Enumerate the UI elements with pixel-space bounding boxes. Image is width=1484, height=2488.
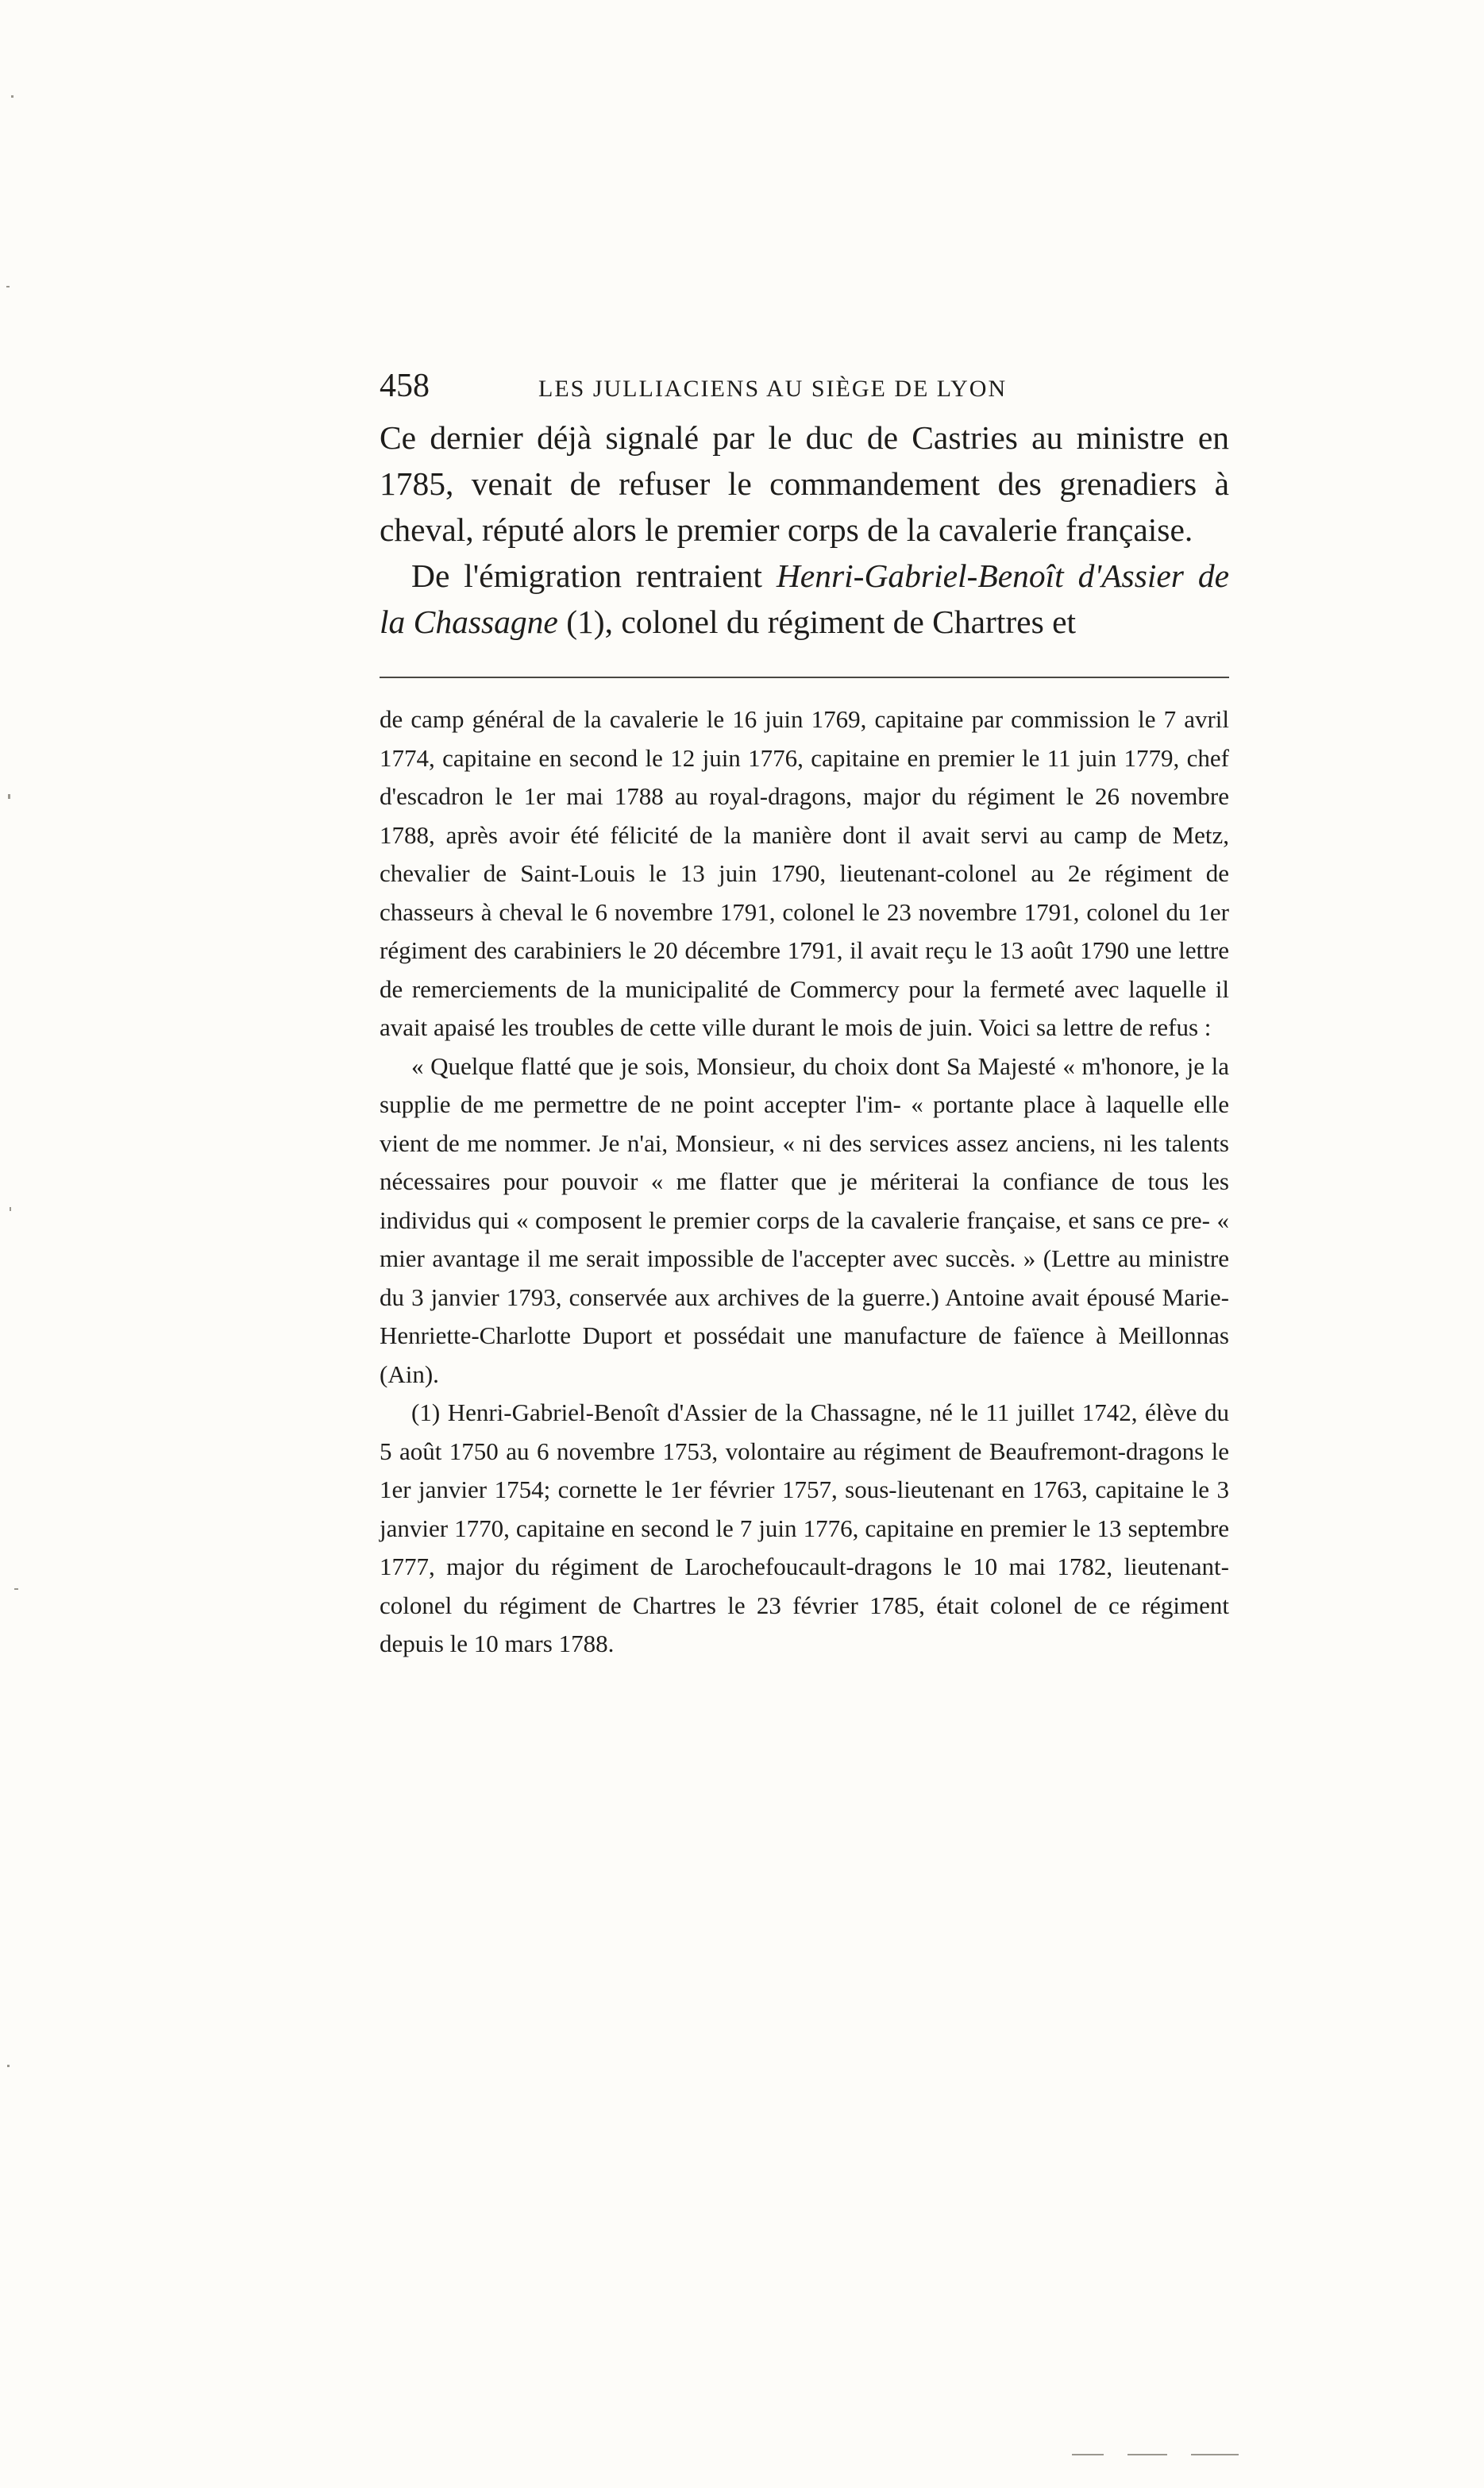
footnote-1: (1) Henri-Gabriel-Benoît d'Assier de la Chassagne, né le 11 juillet 1742, élève du 5 août 1750 au 6 novembre 1753, volontaire au régiment de Beaufremont-dragons le 1er janvier 1754; cornette le 1er février 1757, sous-lieutenant en 1763, capitaine le 3 janvier 1770, capitaine en second le 7 juin 1776, capitaine en premier le 13 septembre 1777, major du régiment de Larochefoucault-dragons le 10 mai 1782, lieutenant-colonel du régiment de Chartres le 23 février 1785, était colonel de ce régiment depuis le 10 mars 1788. [380, 1398, 1229, 1657]
scan-speck [1191, 2454, 1239, 2455]
scan-speck [11, 95, 13, 98]
person-name: Henri-Gabriel-Benoît d'Assier de la Chassagne [380, 557, 1230, 640]
body-paragraph-1: Ce dernier déjà signalé par le duc de Castries au ministre en 1785, venait de refuser le commandement des grenadiers à cheval, réputé alors le premier corps de la cavalerie française. [380, 419, 1229, 548]
footnote-continuation: de camp général de la cavalerie le 16 juin 1769, capitaine par commission le 7 avril 1774, capitaine en second le 12 juin 1776, capitaine en premier le 11 juin 1779, chef d'escadron le 1er mai 1788 au royal-dragons, major du régiment le 26 novembre 1788, après avoir été félicité de la manière dont il avait servi au camp de Metz, chevalier de Saint-Louis le 13 juin 1790, lieutenant-colonel au 2e régiment de chasseurs à cheval le 6 novembre 1791, colonel le 23 novembre 1791, colonel du 1er régiment des carabiniers le 20 décembre 1791, il avait reçu le 13 août 1790 une lettre de remerciements de la municipalité de Commercy pour la fermeté avec laquelle il avait apaisé les troubles de cette ville durant le mois de juin. Voici sa lettre de refus : [380, 705, 1229, 1041]
scan-speck [10, 1207, 11, 1211]
body-paragraph-2 [380, 553, 1229, 645]
running-header [380, 367, 1229, 411]
paragraph-2-prefix: De l'émigration rentraient [411, 557, 777, 594]
footnotes [380, 700, 1229, 1664]
main-text [380, 415, 1229, 645]
paragraph-2-suffix: (1), colonel du régiment de Chartres et [557, 604, 1077, 640]
scan-speck [1127, 2454, 1167, 2455]
footnote-quote: « Quelque flatté que je sois, Monsieur, du choix dont Sa Majesté « m'honore, je la supplie de me permettre de ne point accepter l'im- « portante place à laquelle elle vient de me nommer. Je n'ai, Monsieur, « ni des services assez anciens, ni les talents nécessaires pour pouvoir « me flatter que je mériterai la confiance de tous les individus qui « composent le premier corps de la cavalerie française, et sans ce pre- « mier avantage il me serait impossible de l'accepter avec succès. » (Lettre au ministre du 3 janvier 1793, conservée aux archives de la guerre.) Antoine avait épousé Marie-Henriette-Charlotte Duport et possédait une manufacture de faïence à Meillonnas (Ain). [380, 1051, 1229, 1388]
scan-speck [8, 794, 10, 799]
footnote-rule [380, 677, 1229, 678]
scan-speck [14, 1588, 18, 1590]
scan-speck [1072, 2454, 1104, 2455]
scan-speck [6, 286, 10, 287]
book-page [380, 367, 1229, 1664]
running-title: LES JULLIACIENS AU SIÈGE DE LYON [538, 376, 1008, 402]
page-number: 458 [380, 368, 430, 404]
scan-speck [7, 2065, 10, 2067]
